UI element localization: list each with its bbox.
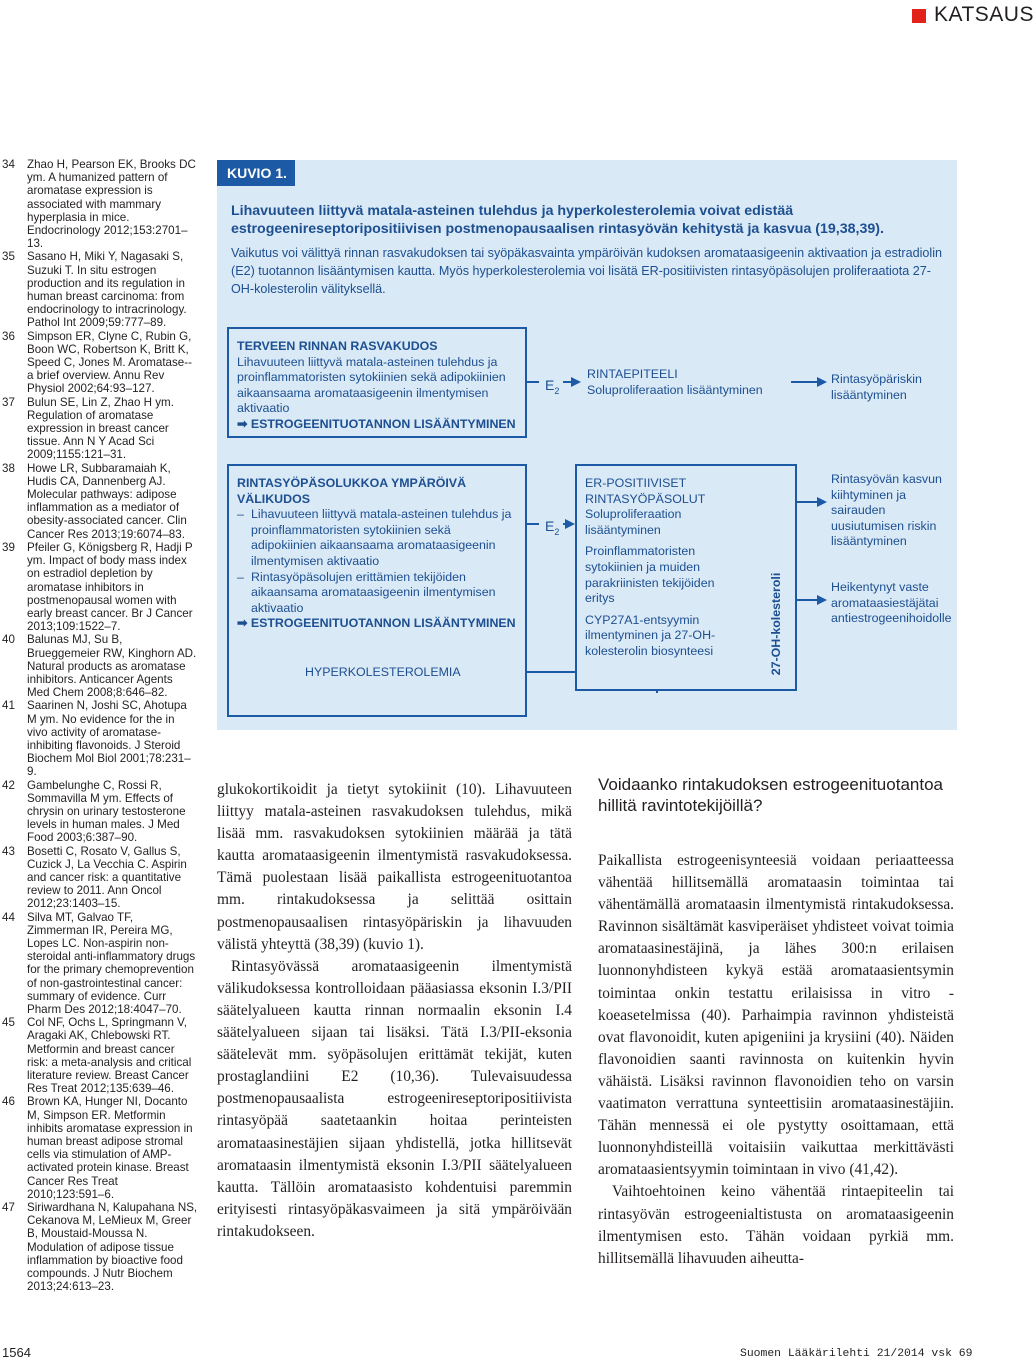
box3-heading: ER-POSITIIVISET RINTASYÖPÄSOLUT xyxy=(585,476,706,506)
outcome-weakened-response: Heikentynyt vaste aromataasiestäjätai antiestrogeenihoidolle xyxy=(831,580,952,626)
box2-item-2: – Rintasyöpäsolujen erittämien tekijöiden aikaansama aromataasigeenin ilmentymisen aktivaatio xyxy=(237,570,517,617)
reference-number: 40 xyxy=(2,633,15,647)
reference-text: Silva MT, Galvao TF, Zimmerman IR, Pereira MG, Lopes LC. Non-aspirin non-steroidal anti-inflammatory drugs for the primary chemoprevention of non-gastrointestinal cancer: summary of evidence. Curr Pharm Des 2012;18:4047–70. xyxy=(27,910,196,1016)
section-title: KATSAUS xyxy=(934,3,1034,26)
reference-text: Zhao H, Pearson EK, Brooks DC ym. A humanized pattern of aromatase expression is associated with mammary hyperplasia in mice. Endocrinology 2012;153:2701–13. xyxy=(27,158,196,251)
box-tumour-stroma xyxy=(227,464,527,717)
body-column-left xyxy=(217,779,572,1243)
reference-text: Pfeiler G, Königsberg R, Hadji P ym. Impact of body mass index on estradiol depletion by aromatase inhibitors in postmenopausal women with early breast cancer. Br J Cancer 2013;109:1522–7. xyxy=(27,540,193,634)
box2-heading: RINTASYÖPÄSOLUKKOA YMPÄRÖIVÄ VÄLIKUDOS xyxy=(237,476,467,506)
body-paragraph-1: glukokortikoidit ja tietyt sytokiinit (10). Lihavuuteen liittyy matala-asteinen rasvakudoksen tulehdus, mikä lisää mm. rasvakudoksen sytokiinien määrää ja tätä kautta aromataasigeenin ilmentymistä rasvakudoksessa. Tämä puolestaan lisää paikallista estrogeenituotantoa mm. rintakudoksessa ja selittää osittain postmenopausaalisen rintasyöpäriskin ja lihavuuden välistä yhteyttä (38,39) (kuvio 1). xyxy=(217,781,572,953)
figure-tag: KUVIO 1. xyxy=(217,160,295,186)
reference-number: 37 xyxy=(2,395,15,409)
reference-number: 39 xyxy=(2,540,15,554)
reference-text: Brown KA, Hunger NI, Docanto M, Simpson ER. Metformin inhibits aromatase expression in human breast adipose stromal cells via stimulation of AMP-activated protein kinase. Breast Cancer Res Treat 2010;123:591–6. xyxy=(27,1095,193,1201)
e2-label-bottom: $E_2$ xyxy=(545,518,560,537)
rinta-heading: RINTAEPITEELI xyxy=(587,367,678,381)
reference-number: 38 xyxy=(2,461,15,475)
body-column-right xyxy=(598,850,954,1270)
reference-text: Gambelunghe C, Rossi R, Sommavilla M ym. Effects of chrysin on urinary testosterone levels in human males. J Med Food 2003;6:387–90. xyxy=(27,778,186,845)
reference-item xyxy=(2,462,198,541)
reference-text: Simpson ER, Clyne C, Rubin G, Boon WC, Robertson K, Britt K, Speed C, Jones M. Aromatase--a brief overview. Annu Rev Physiol 2002;64:93–127. xyxy=(27,329,192,396)
reference-item xyxy=(2,541,198,633)
reference-number: 34 xyxy=(2,158,15,171)
reference-text: Balunas MJ, Su B, Brueggemeier RW, Kinghorn AD. Natural products as aromatase inhibitors. Anticancer Agents Med Chem 2008;8:646–82. xyxy=(27,633,197,700)
reference-item xyxy=(2,250,198,329)
box2-item-1: – Lihavuuteen liittyvä matala-asteinen tulehdus ja proinflammatoristen sytokiinien sekä adipokiinien aikaansaama aromataasigeenin ilmentymisen aktivaatio xyxy=(237,507,517,569)
reference-number: 36 xyxy=(2,329,15,343)
reference-item xyxy=(2,158,198,250)
reference-item xyxy=(2,911,198,1017)
reference-text: Bulun SE, Lin Z, Zhao H ym. Regulation of aromatase expression in breast cancer tissue. Ann N Y Acad Sci 2009;1155:121–31. xyxy=(27,395,174,462)
reference-text: Col NF, Ochs L, Springmann V, Aragaki AK, Chlebowski RT. Metformin and breast cancer risk: a meta-analysis and critical literature review. Breast Cancer Res Treat 2012;135:639–46. xyxy=(27,1016,192,1096)
body-paragraph-3: Paikallista estrogeenisynteesiä voidaan periaatteessa vähentää hillitsemällä aromataasin toimintaa tai vähentämällä aromataasin ilmentymistä rintakudoksessa. Ravinnon sisältämät kasviperäiset yhdisteet voivat toimia aromataasinestäjinä, ja lähes 300:n erilaisen luonnonyhdisteen kykyä estää aromataasientsymin toimintaa onkin testattu erilaisissa in vitro -koeasetelmissa (40). Parhaimpia ravinnon yhdisteistä ovat flavonoidit, kuten apigeniini ja krysiini (40). Näiden flavonoidien saanti ravinnosta on kuitenkin hyvin vähäistä. Lisäksi ravinnon flavonoidien teho on varsin vaatimaton verrattuna synteettisiin aromataasinestäjiin. Tähän mennessä ei ole pystytty osoittamaan, että luonnonyhdisteillä voitaisiin vaikuttaa merkittävästi aromataasientsyymin toimintaan in vivo (41,42). xyxy=(598,852,954,1179)
box1-body: Lihavuuteen liittyvä matala-asteinen tulehdus ja proinflammatoristen sytokiinien sekä adipokiinien aikaansaama aromataasigeenin ilmentymisen aktivaatio xyxy=(237,354,506,416)
reference-text: Saarinen N, Joshi SC, Ahotupa M ym. No evidence for the in vivo activity of aromatase-inhibiting flavonoids. J Steroid Biochem Mol Biol 2001;78:231–9. xyxy=(27,699,191,779)
figure-panel xyxy=(217,160,957,730)
reference-text: Siriwardhana N, Kalupahana NS, Cekanova M, LeMieux M, Greer B, Moustaid-Moussa N. Modulation of adipose tissue inflammation by bioactive food compounds. J Nutr Biochem 2013;24:613–23. xyxy=(27,1201,198,1294)
reference-item xyxy=(2,699,198,778)
reference-number: 45 xyxy=(2,1016,15,1030)
rinta-text: Soluproliferaation lisääntyminen xyxy=(587,382,763,397)
reference-item xyxy=(2,1201,198,1293)
body-paragraph-4: Vaihtoehtoinen keino vähentää rintaepiteelin tai rintasyövän estrogeenialtistusta on aromataasigeenin ilmentymisen esto. Tähän voidaan pyrkiä mm. hillitsemällä lihavuuden aiheutta- xyxy=(598,1183,954,1267)
reference-item xyxy=(2,396,198,462)
vertical-label: 27-OH-kolesteroli xyxy=(769,572,783,676)
box1-heading: TERVEEN RINNAN RASVAKUDOS xyxy=(237,339,438,353)
reference-text: Bosetti C, Rosato V, Gallus S, Cuzick J, La Vecchia C. Aspirin and cancer risk: a quantitative review to 2011. Ann Oncol 2012;23:1403–15. xyxy=(27,844,187,911)
page-number: 1564 xyxy=(2,1345,31,1360)
reference-item xyxy=(2,633,198,699)
box2-result: ➡ ESTROGEENITUOTANNON LISÄÄNTYMINEN xyxy=(237,616,516,631)
reference-number: 43 xyxy=(2,844,15,858)
breast-epithelium-label xyxy=(587,367,763,398)
box-healthy-breast-tissue xyxy=(227,327,527,438)
e2-label-top: $E_2$ xyxy=(545,377,560,396)
box3-p1: Soluproliferaation lisääntyminen xyxy=(585,507,682,537)
reference-item xyxy=(2,330,198,396)
box3-p3: CYP27A1-entsyymin ilmentyminen ja 27-OH-kolesterolin biosynteesi xyxy=(585,612,716,658)
reference-item xyxy=(2,1016,198,1095)
reference-item xyxy=(2,779,198,845)
reference-number: 46 xyxy=(2,1095,15,1109)
reference-item xyxy=(2,1095,198,1201)
outcome-risk-increase: Rintasyöpäriskin lisääntyminen xyxy=(831,372,922,402)
reference-list xyxy=(2,158,198,1293)
section-heading: Voidaanko rintakudoksen estrogeenituotantoa hillitä ravintotekijöillä? xyxy=(598,775,943,815)
body-paragraph-2: Rintasyövässä aromataasigeenin ilmentymistä välikudoksessa kontrolloidaan pääasiassa eksonin I.3/PII säätelyalueen kautta rinnan normaalin eksonin I.4 säätelyalueen sijaan tai lisäksi. Tätä I.3/PII-eksonia säätelevät mm. syöpäsolujen erittämät tekijät, kuten prostaglandiini E2 (10,36). Tulevaisuudessa postmenopausaalista estrogeenireseptoripositiivista rintasyöpää saatetaankin hoitaa perinteisten aromataasinestäjien sijaan yhdistellä, jotka hillitsevät aromataasin ilmentymistä eksonin I.3/PII säätelyalueen kautta. Tällöin aromataasisto kohdentuisi paremmin erityisesti rintasyöpäkasvaimeen ja sitä ympäröivään rintakudokseen. xyxy=(217,957,572,1240)
reference-number: 35 xyxy=(2,250,15,264)
reference-number: 41 xyxy=(2,699,15,713)
hypercholesterolemia-label: HYPERKOLESTEROLEMIA xyxy=(305,665,461,679)
figure-title: Lihavuuteen liittyvä matala-asteinen tulehdus ja hyperkolesterolemia voivat edistää estrogeenireseptoripositiivisen postmenopausaalisen rintasyövän kehitystä ja kasvua (19,38,39). xyxy=(231,203,884,237)
box1-result: ➡ ESTROGEENITUOTANNON LISÄÄNTYMINEN xyxy=(237,416,516,431)
reference-item xyxy=(2,845,198,911)
section-marker xyxy=(912,9,926,23)
box3-p2: Proinflammatoristen sytokiinien ja muiden parakriinisten tekijöiden eritys xyxy=(585,544,715,606)
journal-footer: Suomen Lääkärilehti 21/2014 vsk 69 xyxy=(740,1348,973,1360)
vertical-label-box xyxy=(763,564,790,684)
reference-number: 42 xyxy=(2,778,15,792)
outcome-growth-recurrence: Rintasyövän kasvun kiihtyminen ja sairauden uusiutumisen riskin lisääntyminen xyxy=(831,472,942,549)
figure-caption: Vaikutus voi välittyä rinnan rasvakudoksen tai syöpäkasvainta ympäröivän kudoksen aromataasigeenin aktivaation ja estradiolin (E2) tuotannon lisääntymisen kautta. Myös hyperkolesterolemia voi lisätä ER-positiivisten rintasyöpäsolujen proliferaatiota 27-OH-kolesterolin välityksellä. xyxy=(231,246,943,296)
reference-text: Howe LR, Subbaramaiah K, Hudis CA, Dannenberg AJ. Molecular pathways: adipose inflammation as a mediator of obesity-associated cancer. Clin Cancer Res 2013;19:6074–83. xyxy=(27,461,187,541)
reference-number: 44 xyxy=(2,910,15,924)
reference-text: Sasano H, Miki Y, Nagasaki S, Suzuki T. In situ estrogen production and its regulation in human breast carcinoma: from endocrinology to intracrinology. Pathol Int 2009;59:777–89. xyxy=(27,250,187,330)
reference-number: 47 xyxy=(2,1201,15,1215)
